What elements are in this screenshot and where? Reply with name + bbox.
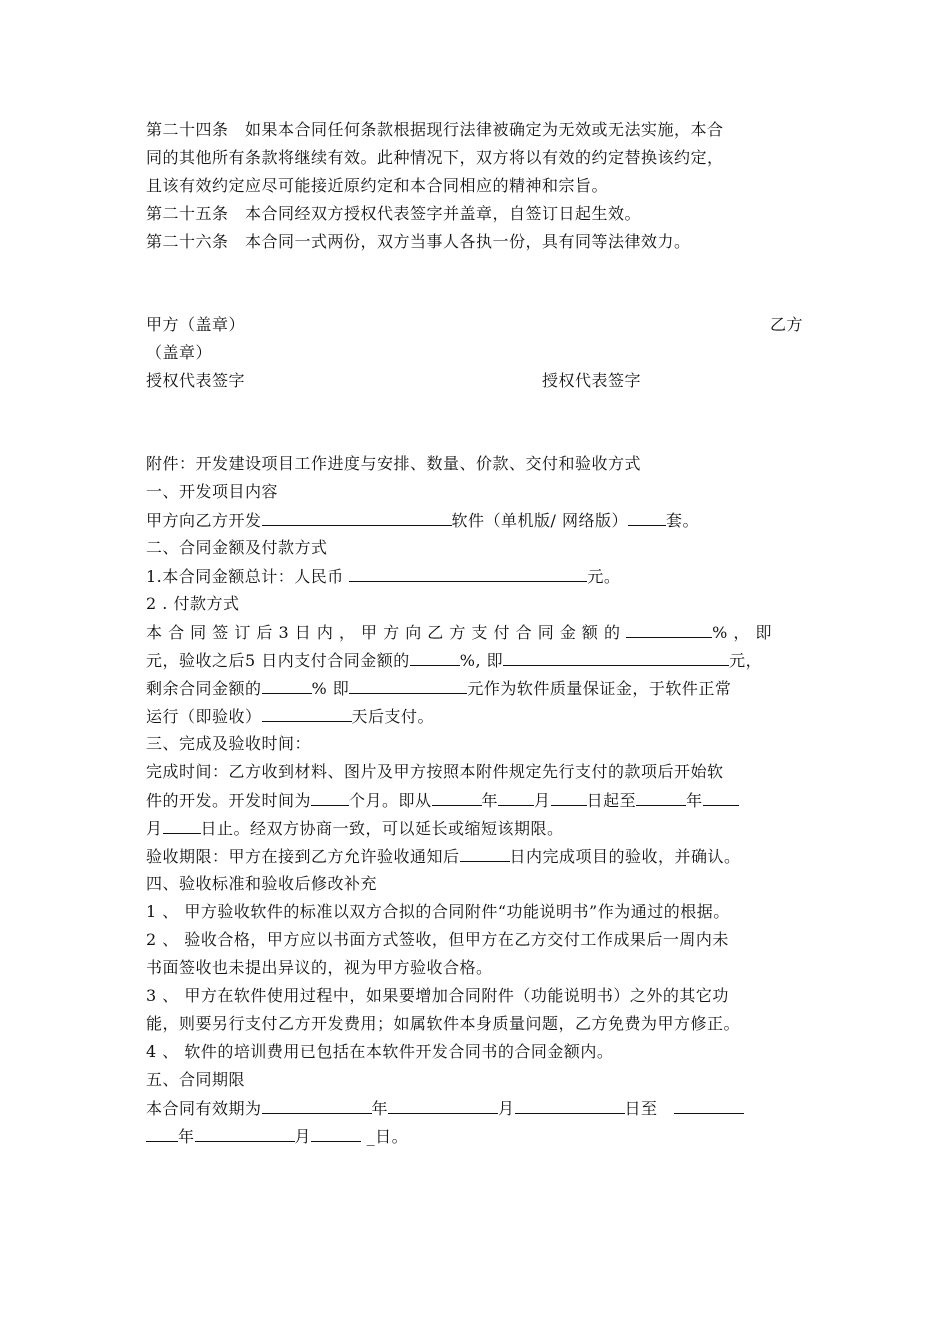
start-year-blank[interactable] [432,790,482,806]
amount-blank[interactable] [349,566,587,582]
days-blank[interactable] [262,706,352,722]
article-26: 第二十六条 本合同一式两份，双方当事人各执一份，具有同等法律效力。 [146,232,691,251]
section-1-heading: 一、开发项目内容 [146,482,279,501]
end-month-blank[interactable] [703,790,739,806]
start-day-blank[interactable] [551,790,587,806]
section-4-line-4: 3 、 甲方在软件使用过程中，如果要增加合同附件（功能说明书）之外的其它功 [146,986,729,1005]
section-2-line-6: 运行（即验收） 天后支付。 [146,707,435,726]
section-2-line-5: 剩余合同金额的 % 即 元作为软件质量保证金，于软件正常 [146,679,732,698]
second-payment-amount-blank[interactable] [503,650,729,666]
months-blank[interactable] [311,790,349,806]
remaining-percent-blank[interactable] [262,678,312,694]
section-4-line-2: 2 、 验收合格，甲方应以书面方式签收，但甲方在乙方交付工作成果后一周内未 [146,930,729,949]
section-3-line-4: 验收期限：甲方在接到乙方允许验收通知后 日内完成项目的验收，并确认。 [146,847,741,866]
section-4-line-6: 4 、 软件的培训费用已包括在本软件开发合同书的合同金额内。 [146,1042,614,1061]
start-month-blank[interactable] [498,790,534,806]
section-3-line-2: 件的开发。开发时间为 个月。即从 年 月 日起至 年 [146,790,826,811]
section-3-heading: 三、完成及验收时间： [146,734,312,753]
section-3-line-3: 月 日止。经双方协商一致，可以延长或缩短该期限。 [146,819,564,838]
party-b-representative: 授权代表签字 [542,371,642,390]
article-24-line-1: 第二十四条 如果本合同任何条款根据现行法律被确定为无效或无法实施，本合 [146,120,724,139]
section-4-line-3: 书面签收也未提出异议的，视为甲方验收合格。 [146,958,493,977]
valid-start-year-blank[interactable] [262,1098,372,1114]
valid-start-day-blank[interactable] [515,1098,625,1114]
party-a-seal: 甲方（盖章） [146,315,246,334]
valid-start-month-blank[interactable] [388,1098,498,1114]
valid-end-day-blank[interactable] [311,1126,361,1142]
section-4-line-5: 能，则要另行支付乙方开发费用；如属软件本身质量问题，乙方免费为甲方修正。 [146,1014,741,1033]
sets-blank[interactable] [628,510,666,526]
party-a-representative: 授权代表签字 [146,371,246,390]
end-day-blank[interactable] [163,818,201,834]
party-b-seal: （盖章） [146,343,213,362]
section-3-line-1: 完成时间：乙方收到材料、图片及甲方按照本附件规定先行支付的款项后开始软 [146,762,724,781]
section-2-heading: 二、合同金额及付款方式 [146,538,328,557]
end-year-blank[interactable] [636,790,686,806]
remaining-amount-blank[interactable] [349,678,467,694]
article-24-line-3: 且该有效约定应尽可能接近原约定和本合同相应的精神和宗旨。 [146,176,609,195]
section-5-heading: 五、合同期限 [146,1070,246,1089]
section-5-line-1: 本合同有效期为 年 月 日至 [146,1098,826,1119]
article-24-line-2: 同的其他所有条款将继续有效。此种情况下，双方将以有效的约定替换该约定， [146,148,724,167]
article-25: 第二十五条 本合同经双方授权代表签字并盖章，自签订日起生效。 [146,204,642,223]
first-payment-percent-blank[interactable] [626,622,712,638]
second-payment-percent-blank[interactable] [410,650,460,666]
valid-end-blank[interactable] [674,1098,744,1114]
acceptance-days-blank[interactable] [460,846,510,862]
party-b: 乙方 [770,315,804,334]
section-5-line-2: 年 月 _日。 [146,1126,826,1147]
section-2-line-4: 元，验收之后5 日内支付合同金额的 %, 即 元， [146,651,763,670]
section-2-line-1: 1.本合同金额总计：人民币 元。 [146,567,621,586]
section-4-line-1: 1 、 甲方验收软件的标准以双方合拟的合同附件“功能说明书”作为通过的根据。 [146,902,730,921]
software-name-blank[interactable] [262,510,452,526]
section-2-line-2: 2 . 付款方式 [146,594,240,613]
section-1-line-1: 甲方向乙方开发 软件（单机版/ 网络版） 套。 [146,511,700,530]
section-2-line-3: 本 合 同 签 订 后 3 日 内 ， 甲 方 向 乙 方 支 付 合 同 金 额 的 % ， 即 [146,623,772,642]
valid-end-year-blank[interactable] [146,1126,178,1142]
annex-title: 附件：开发建设项目工作进度与安排、数量、价款、交付和验收方式 [146,454,642,473]
section-4-heading: 四、验收标准和验收后修改补充 [146,874,378,893]
valid-end-month-blank[interactable] [195,1126,295,1142]
